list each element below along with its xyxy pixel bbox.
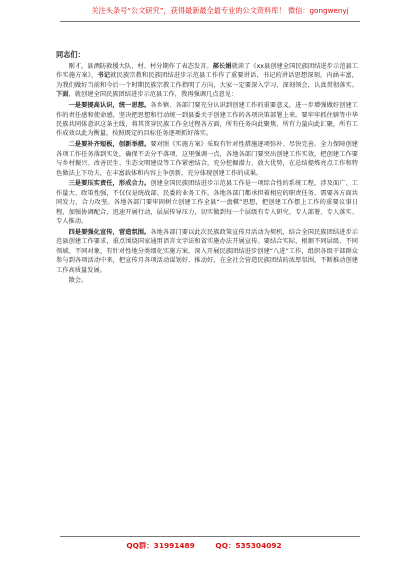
section-heading: 四是要强化宣传，营造氛围。 [68,228,151,236]
footer-divider [60,536,360,537]
emphasis: 下面 [56,91,69,99]
section-paragraph [56,140,358,178]
qq-number: QQ：535304092 [215,541,282,550]
section-text: 各乡镇、各部门要充分认识到创建工作的重要意义，进一步增强做好创建工作的责任感和使命感，坚决把思想和行动统一到县委关于创建工作的各项决策部署上来。要牢牢抓住辖等中华民族共同体意识这条主线，将其贯穿民族工作全过程各方面，所有任务向此聚焦，所有力量向此汇聚，所有工作成效以此为衡量，按照既定的目标任务逐项抓好落实。 [56,102,358,138]
section-text: 创建全国民族团结进步示范县工作是一项综合性的系统工程，涉及面广、工作量大、政策性强，不仅仅是统战部、民委的业务工作，各地各部门都承担着相应的职责任务，需要各方面共同发力，合力攻坚。各地各部门要牢固树立创建工作全县“一盘棋”思想，把创建工作摆上工作的重要议事日程，加强协调配合，迅速开展行动，层层传导压力，切实做到每一个层级有专人研究、专人部署、专人落实、专人推动。 [56,180,358,226]
section-heading: 三是要压实责任，形成合力。 [68,180,151,188]
emphasis: 书记 [97,72,111,80]
header-banner: 关注头条号“公文研究”，获得最新最全最专业的公文资料库！ 微信：gongwenyj [91,6,349,15]
emphasis: 郝长娟 [212,63,232,70]
section-text: 要对照《实施方案》采取有针对性措施逐项弥补、尽快完善。全力保障创建各项工作任务落到实处，确保不丢分不落项、这里强调一点，各地各部门要突出创建工作实效，把创建工作要与乡村振兴、改善民生、生态文明建设等工作紧密结合，充分挖掘潜力、放大优势，在总结提炼亮点工作和特色做法上下功夫，在丰富载体和内容上争创新，充分体现创建工作的成果。 [56,141,358,177]
section-paragraph [56,228,358,275]
document-body [56,62,358,287]
section-paragraph [56,179,358,226]
section-text: 各地各部门要以此次民族政策宣传月活动为契机，结合全国民族团结进步示范县创建工作要求，重点围绕国家通用语言文字法和省实施办法开展宣传。要结合实际，根据不同层级、不同领域、不同对象，有针对性地分类细化实施方案，深入开展民族团结进步创建“八进”工作，组织各级干部群众参与到各项活动中来，把宣传月各项活动谋划好、推动好，在全社会营造民族团结的浓厚氛围，不断推动创建工作高质量发展。 [56,228,358,274]
section-heading: 二是要补齐短板，创新举措。 [68,141,151,149]
intro-paragraph: 刚才，县酒防救援大队、村、村分期作了表态发言。郝长娟就读了《xx县创建全国民族团结进步示范县工作实施方案》，书记就民族宗教和民族团结进步示范县工作作了重要讲话，书记的讲话思想深刻，内涵丰富，为我们做好当前和今后一个时期民族宗教工作指明了方向，大家一定要深入学习，深刻领会，认真贯彻落实。下面，就创建全国民族团结进步示范县工作，我再强调几点意见： [56,63,358,99]
closing: 散会。 [68,277,88,285]
header-divider [60,21,360,22]
section-paragraph [56,101,358,139]
section-heading: 一是要提高认识，统一思想。 [68,102,151,110]
footer-contacts [0,540,408,551]
qq-group: QQ群：31991489 [126,541,195,550]
greeting: 同志们： [56,50,85,59]
